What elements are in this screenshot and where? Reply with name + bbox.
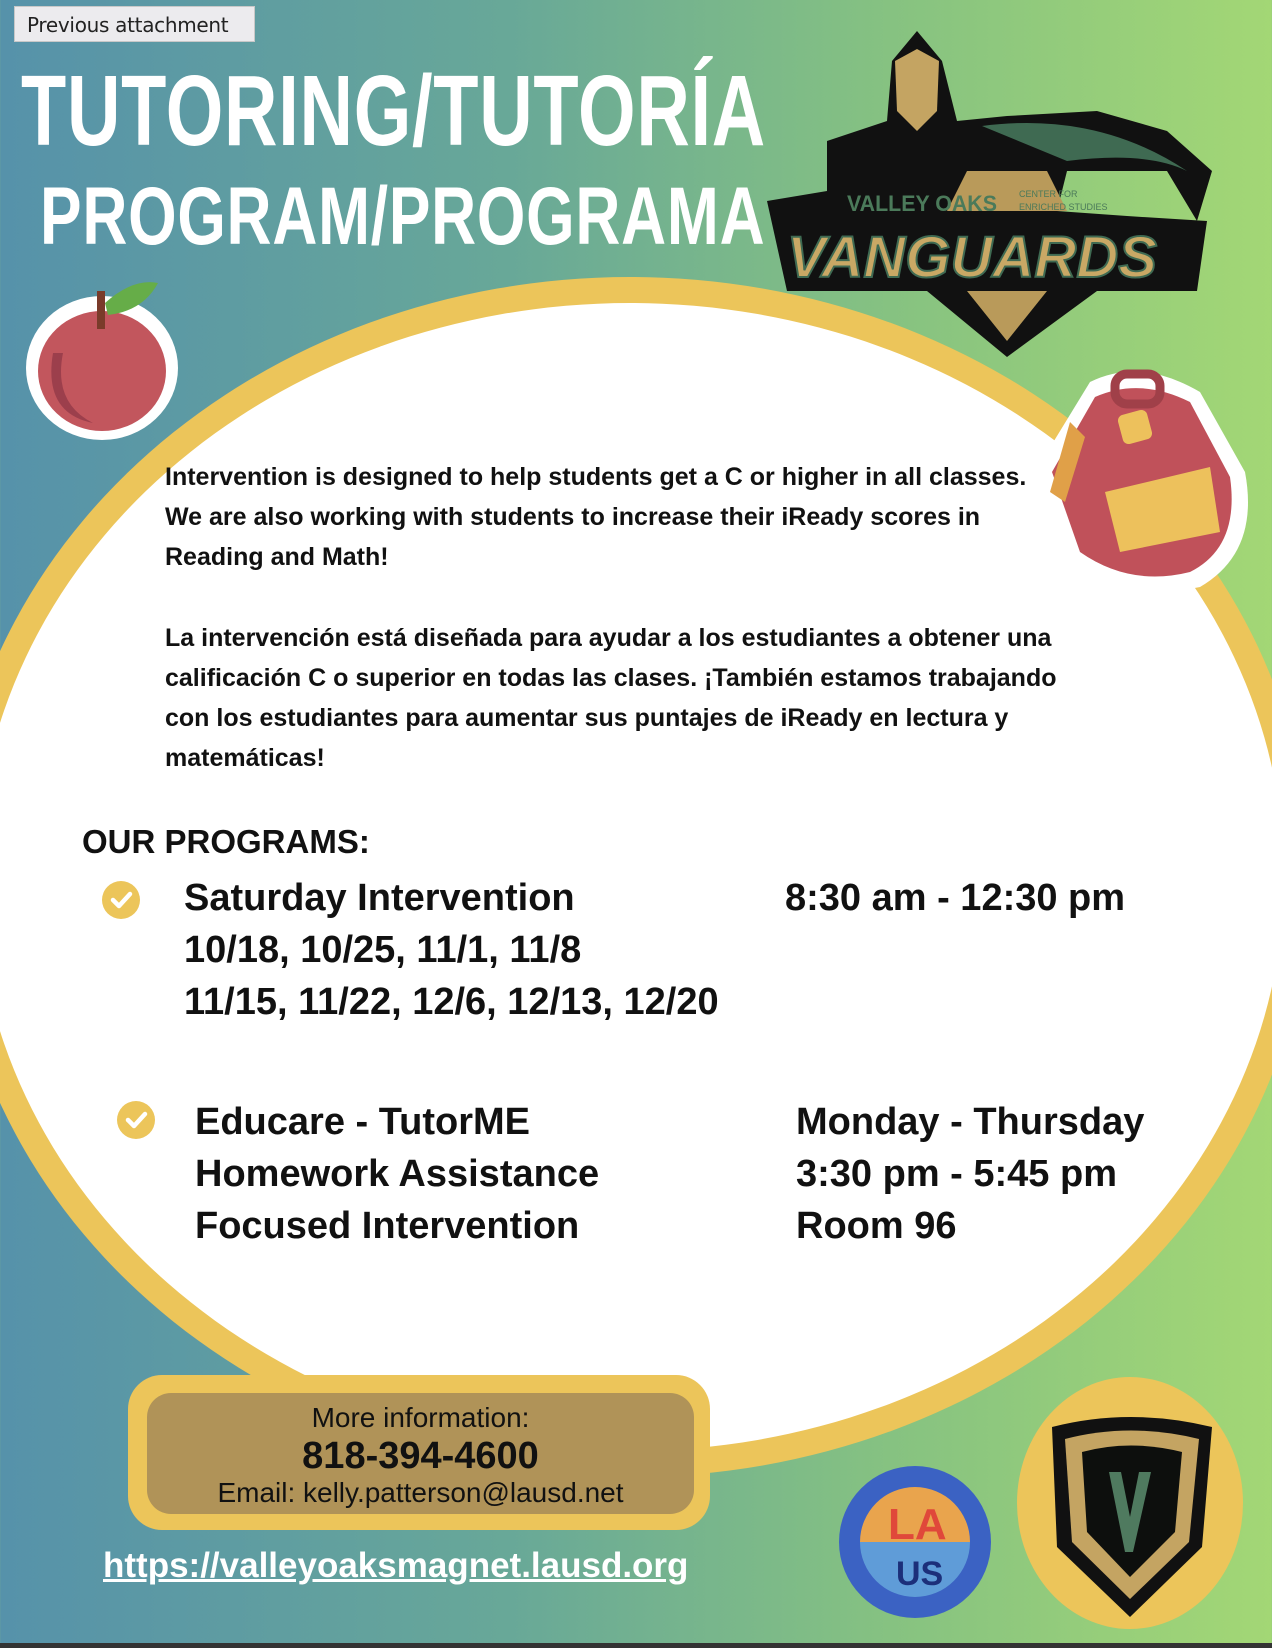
svg-text:LA: LA (888, 1500, 947, 1549)
lausd-seal (838, 1465, 992, 1619)
saturday-program (184, 872, 719, 1028)
weekday-room: Room 96 (796, 1205, 957, 1247)
svg-text:US: US (896, 1555, 944, 1593)
intro-spanish: La intervención está diseñada para ayudar a los estudiantes a obtener una calificación C o superior en todas las clases. ¡También estamos trabajando con los estudiantes para aumentar sus puntajes de iReady en lectura y matemáticas! (165, 624, 1057, 772)
weekday-time: 3:30 pm - 5:45 pm (796, 1153, 1117, 1195)
saturday-name: Saturday Intervention (184, 877, 575, 919)
contact-email: Email: kelly.patterson@lausd.net (217, 1477, 624, 1508)
logo-valley-oaks: VALLEY OAKS (847, 191, 997, 216)
weekday-schedule (796, 1096, 1144, 1252)
vanguards-logo (767, 21, 1220, 357)
saturday-dates-2: 11/15, 11/22, 12/6, 12/13, 12/20 (184, 981, 719, 1023)
weekday-days: Monday - Thursday (796, 1101, 1145, 1143)
saturday-time: 8:30 am - 12:30 pm (785, 877, 1126, 919)
weekday-program (195, 1096, 599, 1252)
apple-icon (23, 273, 181, 441)
logo-sub2: ENRICHED STUDIES (1019, 202, 1108, 212)
bottom-bar (0, 1643, 1272, 1648)
weekday-line-3: Focused Intervention (195, 1205, 580, 1247)
saturday-dates-1: 10/18, 10/25, 11/1, 11/8 (184, 929, 582, 971)
vanguards-shield (1017, 1377, 1243, 1629)
title-line-1: TUTORING/TUTORÍA (21, 55, 766, 167)
contact-label: More information: (311, 1402, 530, 1433)
title-line-2: PROGRAM/PROGRAMA (40, 171, 766, 262)
contact-phone: 818-394-4600 (302, 1435, 539, 1477)
check-icon (117, 1101, 155, 1139)
weekday-line-1: Educare - TutorME (195, 1101, 530, 1143)
check-icon (102, 881, 140, 919)
contact-box (147, 1393, 694, 1514)
logo-vanguards: VANGUARDS (787, 225, 1158, 290)
intro-english: Intervention is designed to help students get a C or higher in all classes. We are also working with students to increase their iReady scores in Reading and Math! (165, 463, 1027, 571)
logo-sub1: CENTER FOR (1019, 189, 1078, 199)
previous-attachment-tooltip[interactable]: Previous attachment (14, 6, 255, 42)
website-link[interactable]: https://valleyoaksmagnet.lausd.org (103, 1546, 689, 1585)
weekday-line-2: Homework Assistance (195, 1153, 600, 1195)
programs-heading: OUR PROGRAMS: (82, 823, 370, 860)
